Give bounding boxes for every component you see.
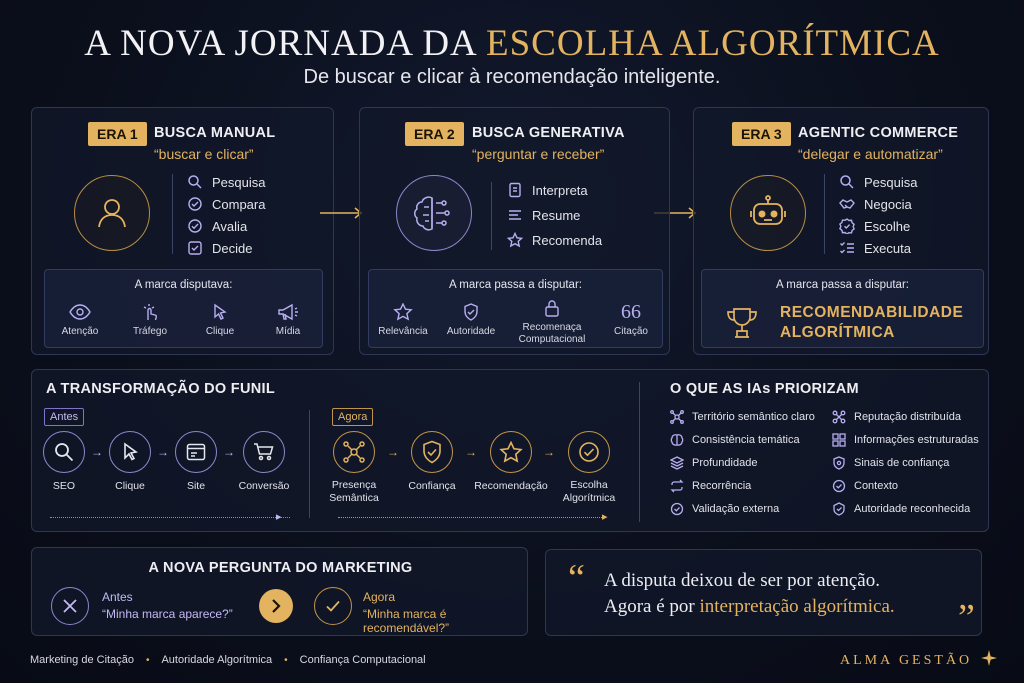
- era-3-item: Executa: [839, 240, 911, 256]
- quote-line-1: A disputa deixou de ser por atenção.: [604, 570, 880, 591]
- question-before-label: Antes: [102, 590, 133, 604]
- priority-item: Profundidade: [670, 456, 757, 470]
- badge-icon: [839, 218, 855, 234]
- check-circle-icon: [568, 431, 610, 473]
- network-icon: [670, 410, 684, 424]
- dispute-item: Atenção: [55, 303, 105, 337]
- footer-tag: Autoridade Algorítmica: [161, 654, 273, 666]
- dispute-item: Recomenaça Computacional: [509, 299, 595, 346]
- dispute-item: 66 Citação: [614, 301, 648, 337]
- era-1-dispute-heading: A marca disputava:: [134, 279, 233, 291]
- priorities-divider: [639, 382, 640, 522]
- era-3-dispute-panel: [701, 269, 984, 348]
- arrow-right-icon: →: [157, 445, 169, 459]
- funnel-step-label: Conversão: [238, 480, 290, 492]
- era-1-item: Decide: [187, 240, 252, 256]
- funnel-step-label: Presença Semântica: [329, 479, 379, 504]
- era-1-divider: [172, 174, 173, 254]
- dispute-item: Tráfego: [125, 303, 175, 337]
- era-3-dispute-heading: A marca passa a disputar:: [776, 279, 909, 291]
- dispute-item: Relevância: [373, 303, 433, 337]
- era-2-title: BUSCA GENERATIVA: [472, 125, 625, 141]
- svg-text:66: 66: [621, 301, 641, 321]
- funnel-divider: [309, 410, 310, 518]
- quote-line-2: Agora é por interpretação algorítmica.: [604, 596, 895, 617]
- funnel-section: [31, 369, 989, 532]
- funnel-step-label: Confiança: [408, 480, 456, 492]
- era-3-item: Negocia: [839, 196, 912, 212]
- brand-logo: ALMA GESTÃO: [840, 650, 997, 669]
- distributed-icon: [832, 410, 846, 424]
- robot-icon: [730, 175, 806, 251]
- era-1-title: BUSCA MANUAL: [154, 125, 276, 141]
- check-circle-icon: [314, 587, 352, 625]
- footer-tag: Marketing de Citação: [30, 654, 134, 666]
- funnel-step-label: Escolha Algorítmica: [562, 479, 616, 504]
- era-3-title: AGENTIC COMMERCE: [798, 125, 959, 141]
- trophy-icon: [724, 306, 760, 340]
- arrow-right-icon: →: [543, 445, 555, 459]
- tap-icon: [140, 303, 160, 321]
- question-before-text: “Minha marca aparece?”: [102, 607, 233, 621]
- era-2-item: Resume: [507, 207, 580, 223]
- era-2-badge: ERA 2: [405, 122, 464, 146]
- arrow-right-icon: →: [223, 445, 235, 459]
- checkbox-icon: [187, 240, 203, 256]
- marketing-question-title: A NOVA PERGUNTA DO MARKETING: [148, 560, 413, 576]
- layers-icon: [670, 456, 684, 470]
- page-subtitle: De buscar e clicar à recomendação inteligente.: [303, 66, 721, 88]
- era-1-item: Compara: [187, 196, 265, 212]
- document-icon: [507, 182, 523, 198]
- era-1-dispute-panel: [44, 269, 323, 348]
- era-3-item: Pesquisa: [839, 174, 917, 190]
- structure-icon: [832, 433, 846, 447]
- funnel-after-progress: [338, 517, 604, 518]
- quote-section: [545, 549, 982, 639]
- brain-icon: [670, 433, 684, 447]
- priority-item: Contexto: [832, 479, 898, 493]
- arrow-right-icon: ▸: [276, 511, 282, 523]
- footer-tag: Confiança Computacional: [299, 654, 426, 666]
- verified-icon: [670, 502, 684, 516]
- question-now-label: Agora: [363, 590, 396, 604]
- era-3-badge: ERA 3: [732, 122, 791, 146]
- funnel-step-label: Recomendação: [474, 480, 548, 492]
- priority-item: Informações estruturadas: [832, 433, 979, 447]
- check-circle-icon: [832, 479, 846, 493]
- title-highlight: ESCOLHA ALGORÍTMICA: [486, 23, 940, 64]
- era-3-item: Escolhe: [839, 218, 910, 234]
- cursor-icon: [109, 431, 151, 473]
- ai-brain-icon: [396, 175, 472, 251]
- arrow-right-icon: →: [465, 445, 477, 459]
- arrow-right-icon: →: [91, 445, 103, 459]
- era-2-divider: [491, 182, 492, 250]
- priority-item: Autoridade reconhecida: [832, 502, 970, 516]
- era-1-item: Pesquisa: [187, 174, 265, 190]
- badge-check-icon: [187, 196, 203, 212]
- cart-icon: [243, 431, 285, 473]
- marketing-question-section: [31, 547, 528, 636]
- cursor-icon: [211, 303, 229, 321]
- check-circle-icon: [187, 218, 203, 234]
- priority-item: Reputação distribuída: [832, 410, 961, 424]
- search-icon: [839, 174, 855, 190]
- dispute-item: Autoridade: [441, 303, 501, 337]
- funnel-step-label: Clique: [115, 480, 145, 492]
- search-icon: [187, 174, 203, 190]
- sparkle-icon: [981, 650, 997, 666]
- priority-item: Sinais de confiança: [832, 456, 949, 470]
- star-icon: [490, 431, 532, 473]
- title-part1: A NOVA JORNADA DA: [84, 23, 486, 64]
- close-icon: [51, 587, 89, 625]
- funnel-before-tag: Antes: [44, 408, 84, 426]
- era-2-item: Recomenda: [507, 232, 602, 248]
- page-title: [0, 22, 1024, 65]
- shield-check-icon: [462, 303, 480, 321]
- quote-close-icon: ”: [958, 597, 975, 639]
- priorities-title: O QUE AS IAs PRIORIZAM: [670, 381, 859, 397]
- shield-check-icon: [411, 431, 453, 473]
- footer-tags: [30, 654, 426, 666]
- priority-item: Consistência temática: [670, 433, 800, 447]
- era-3-card: [693, 107, 989, 355]
- funnel-after-tag: Agora: [332, 408, 373, 426]
- era-3-divider: [824, 174, 825, 254]
- arrow-right-icon: →: [387, 445, 399, 459]
- era-1-subtitle: “buscar e clicar”: [154, 146, 254, 162]
- era-2-card: [359, 107, 670, 355]
- priority-item: Validação externa: [670, 502, 779, 516]
- era-2-dispute-heading: A marca passa a disputar:: [449, 279, 582, 291]
- funnel-title: A TRANSFORMAÇÃO DO FUNIL: [46, 381, 275, 397]
- era-2-item: Interpreta: [507, 182, 588, 198]
- priority-item: Recorrência: [670, 479, 751, 493]
- star-icon: [507, 232, 523, 248]
- era-3-subtitle: “delegar e automatizar”: [798, 146, 943, 162]
- list-icon: [507, 207, 523, 223]
- star-icon: [393, 303, 413, 321]
- era-1-card: [31, 107, 334, 355]
- repeat-icon: [670, 479, 684, 493]
- quote-open-icon: “: [568, 557, 585, 599]
- arrow-right-icon: ▸: [602, 511, 608, 523]
- era-2-subtitle: “perguntar e receber”: [472, 146, 605, 162]
- era-3-highlight: RECOMENDABILIDADE ALGORÍTMICA: [780, 304, 964, 341]
- browser-icon: [175, 431, 217, 473]
- dispute-item: Mídia: [263, 303, 313, 337]
- handshake-icon: [839, 196, 855, 212]
- era-1-item: Avalia: [187, 218, 247, 234]
- tasks-icon: [839, 240, 855, 256]
- era-1-badge: ERA 1: [88, 122, 147, 146]
- lock-icon: [544, 299, 560, 317]
- eye-icon: [69, 303, 91, 321]
- search-icon: [43, 431, 85, 473]
- megaphone-icon: [277, 303, 299, 321]
- chevron-right-icon: [259, 589, 293, 623]
- quote-icon: [620, 301, 642, 321]
- funnel-step-label: Site: [186, 480, 206, 492]
- shield-icon: [832, 456, 846, 470]
- funnel-step-label: SEO: [52, 480, 76, 492]
- user-icon: [74, 175, 150, 251]
- funnel-before-progress: [50, 517, 290, 518]
- era-2-dispute-panel: [368, 269, 663, 348]
- priority-item: Território semântico claro: [670, 410, 815, 424]
- bullet-icon: •: [284, 654, 288, 666]
- question-now-text: “Minha marca é recomendável?”: [363, 607, 450, 635]
- badge-icon: [832, 502, 846, 516]
- dispute-item: Clique: [195, 303, 245, 337]
- bullet-icon: •: [145, 654, 150, 666]
- network-icon: [333, 431, 375, 473]
